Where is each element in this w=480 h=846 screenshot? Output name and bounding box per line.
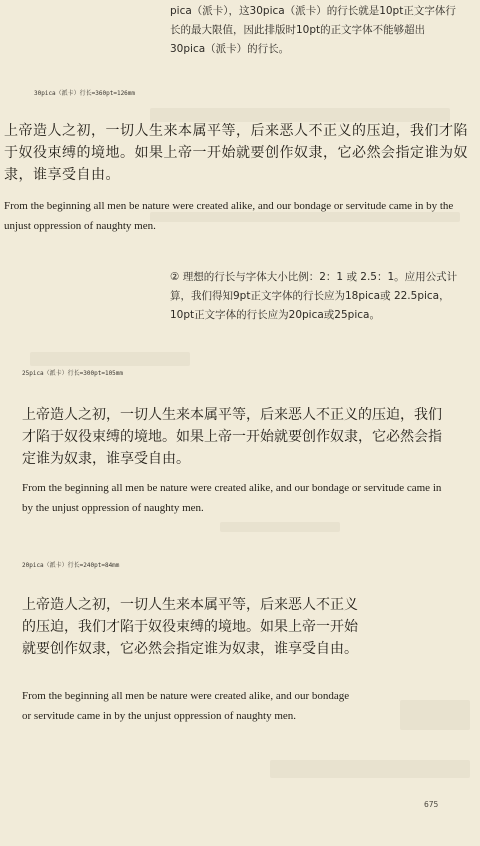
- page-number: 675: [424, 800, 439, 809]
- caption-20pica: 20pica（派卡）行长=240pt=84mm: [22, 562, 120, 569]
- sample-en-20pica: From the beginning all men be nature were created alike, and our bondage or servitude came in by the unjust oppression of naughty men.: [22, 690, 350, 722]
- sample-cn-30pica: [4, 120, 480, 186]
- sample-cn-25pica: 上帝造人之初，一切人生来本属平等，后来恶人不正义的压迫，我们才陷于奴役束缚的境地。如果上帝一开始就要创作奴隶，它必然会指定谁为奴隶，谁享受自由。: [22, 407, 442, 467]
- sample-cn-30pica-text: 上帝造人之初，一切人生来本属平等，后来恶人不正义的压迫，我们才陷于奴役束缚的境地。如果上帝一开始就要创作奴隶，它必然会指定谁为奴隶，谁享受自由。: [4, 123, 468, 183]
- middle-note: ② 理想的行长与字体大小比例：2：1 或 2.5：1。应用公式计算，我们得知9pt正文字体的行长应为18pica或 22.5pica，10pt正文字体的行长应为20pica或25pica。: [170, 271, 458, 321]
- top-note: pica（派卡），这30pica（派卡）的行长就是10pt正文字体行长的最大限值，因此排版时10pt的正文字体不能够超出30pica（派卡）的行长。: [170, 5, 456, 55]
- sample-cn-20pica: 上帝造人之初，一切人生来本属平等，后来恶人不正义的压迫，我们才陷于奴役束缚的境地。如果上帝一开始就要创作奴隶，它必然会指定谁为奴隶，谁享受自由。: [22, 597, 358, 657]
- show-through-block: [220, 522, 340, 532]
- sample-en-30pica: [4, 196, 480, 236]
- show-through-block: [400, 700, 470, 730]
- sample-en-25pica: From the beginning all men be nature were created alike, and our bondage or servitude came in by the unjust oppression of naughty men.: [22, 482, 442, 514]
- caption-30pica: 30pica（派卡）行长=360pt=126mm: [34, 90, 136, 97]
- show-through-block: [30, 352, 190, 366]
- sample-en-30pica-text: From the beginning all men be nature were created alike, and our bondage or servitude came in by the unjust oppression of naughty men.: [4, 200, 454, 232]
- show-through-block: [270, 760, 470, 778]
- caption-25pica: 25pica（派卡）行长=300pt=105mm: [22, 370, 124, 377]
